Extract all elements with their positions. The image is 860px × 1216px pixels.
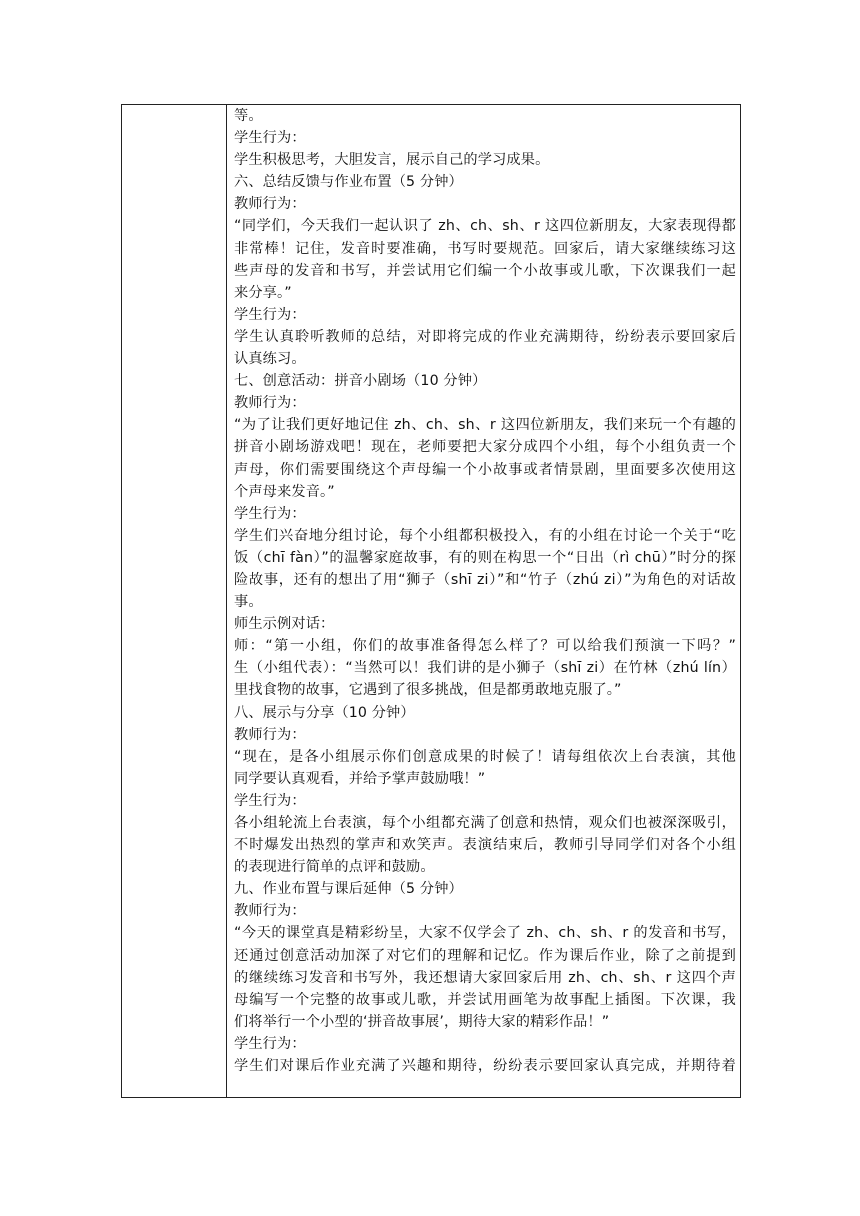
text-line: 教师行为：: [234, 395, 306, 412]
text-line: 母编写一个完整的故事或儿歌，并尝试用画笔为故事配上插图。下次课，我: [234, 991, 736, 1008]
text-line: 学生认真聆听教师的总结，对即将完成的作业充满期待，纷纷表示要回家后: [234, 328, 736, 345]
text-line: 险故事，还有的想出了用“狮子（shī zi）”和“竹子（zhú zi）”为角色的对话故: [234, 571, 736, 588]
text-line: 等。: [234, 108, 263, 124]
text-line: 师生示例对话：: [234, 616, 335, 633]
lesson-content-cell: [234, 105, 736, 1077]
text-line: 学生行为：: [234, 306, 306, 323]
text-line: 教师行为：: [234, 196, 306, 213]
text-line: 学生们对课后作业充满了兴趣和期待，纷纷表示要回家认真完成，并期待着: [234, 1058, 736, 1075]
text-line: 认真练习。: [234, 351, 306, 368]
text-line: 学生行为：: [234, 792, 306, 809]
text-line: “现在，是各小组展示你们创意成果的时候了！请每组依次上台表演，其他: [234, 748, 736, 765]
text-line: 师：“第一小组，你们的故事准备得怎么样了？可以给我们预演一下吗？”: [234, 638, 736, 655]
text-line: 不时爆发出热烈的掌声和欢笑声。表演结束后，教师引导同学们对各个小组: [234, 837, 736, 854]
text-line: “为了让我们更好地记住 zh、ch、sh、r 这四位新朋友，我们来玩一个有趣的: [234, 417, 736, 434]
text-line: 六、总结反馈与作业布置（5 分钟）: [234, 174, 463, 191]
text-line: 生（小组代表）：“当然可以！我们讲的是小狮子（shī zi）在竹林（zhú lín）: [234, 660, 736, 677]
text-line: 事。: [234, 594, 263, 611]
text-line: 的表现进行简单的点评和鼓励。: [234, 859, 435, 876]
text-line: 们将举行一个小型的‘拼音故事展’，期待大家的精彩作品！”: [234, 1013, 610, 1030]
text-line: 里找食物的故事，它遇到了很多挑战，但是都勇敢地克服了。”: [234, 682, 622, 699]
text-line: 教师行为：: [234, 903, 306, 920]
text-line: 还通过创意活动加深了对它们的理解和记忆。作为课后作业，除了之前提到: [234, 947, 736, 964]
column-divider: [226, 105, 227, 1097]
text-line: 来分享。”: [234, 284, 292, 301]
text-line: 各小组轮流上台表演，每个小组都充满了创意和热情，观众们也被深深吸引，: [234, 815, 736, 831]
text-line: 饭（chī fàn）”的温馨家庭故事，有的则在构思一个“日出（rì chū）”时分的探: [234, 549, 736, 566]
text-line: 七、创意活动：拼音小剧场（10 分钟）: [234, 373, 487, 390]
text-line: 学生行为：: [234, 505, 306, 522]
text-line: 的继续练习发音和书写外，我还想请大家回家后用 zh、ch、sh、r 这四个声: [234, 969, 736, 986]
text-line: 学生们兴奋地分组讨论，每个小组都积极投入，有的小组在讨论一个关于“吃: [234, 527, 736, 544]
text-line: 学生行为：: [234, 130, 306, 147]
text-line: 非常棒！记住，发音时要准确，书写时要规范。回家后，请大家继续练习这: [234, 240, 736, 257]
text-line: 学生积极思考，大胆发言，展示自己的学习成果。: [234, 152, 550, 169]
text-line: 声母，你们需要围绕这个声母编一个小故事或者情景剧，里面要多次使用这: [234, 461, 736, 478]
text-line: 八、展示与分享（10 分钟）: [234, 704, 415, 721]
text-line: “今天的课堂真是精彩纷呈，大家不仅学会了 zh、ch、sh、r 的发音和书写，: [234, 925, 736, 942]
text-line: 教师行为：: [234, 726, 306, 743]
text-line: 学生行为：: [234, 1035, 306, 1052]
text-line: 些声母的发音和书写，并尝试用它们编一个小故事或儿歌，下次课我们一起: [234, 262, 736, 279]
text-line: 九、作业布置与课后延伸（5 分钟）: [234, 881, 463, 898]
text-line: 拼音小剧场游戏吧！现在，老师要把大家分成四个小组，每个小组负责一个: [234, 439, 736, 456]
lesson-plan-table: [121, 104, 741, 1098]
text-line: “同学们，今天我们一起认识了 zh、ch、sh、r 这四位新朋友，大家表现得都: [234, 218, 736, 235]
text-line: 同学要认真观看，并给予掌声鼓励哦！”: [234, 770, 486, 787]
text-line: 个声母来发音。”: [234, 483, 335, 500]
